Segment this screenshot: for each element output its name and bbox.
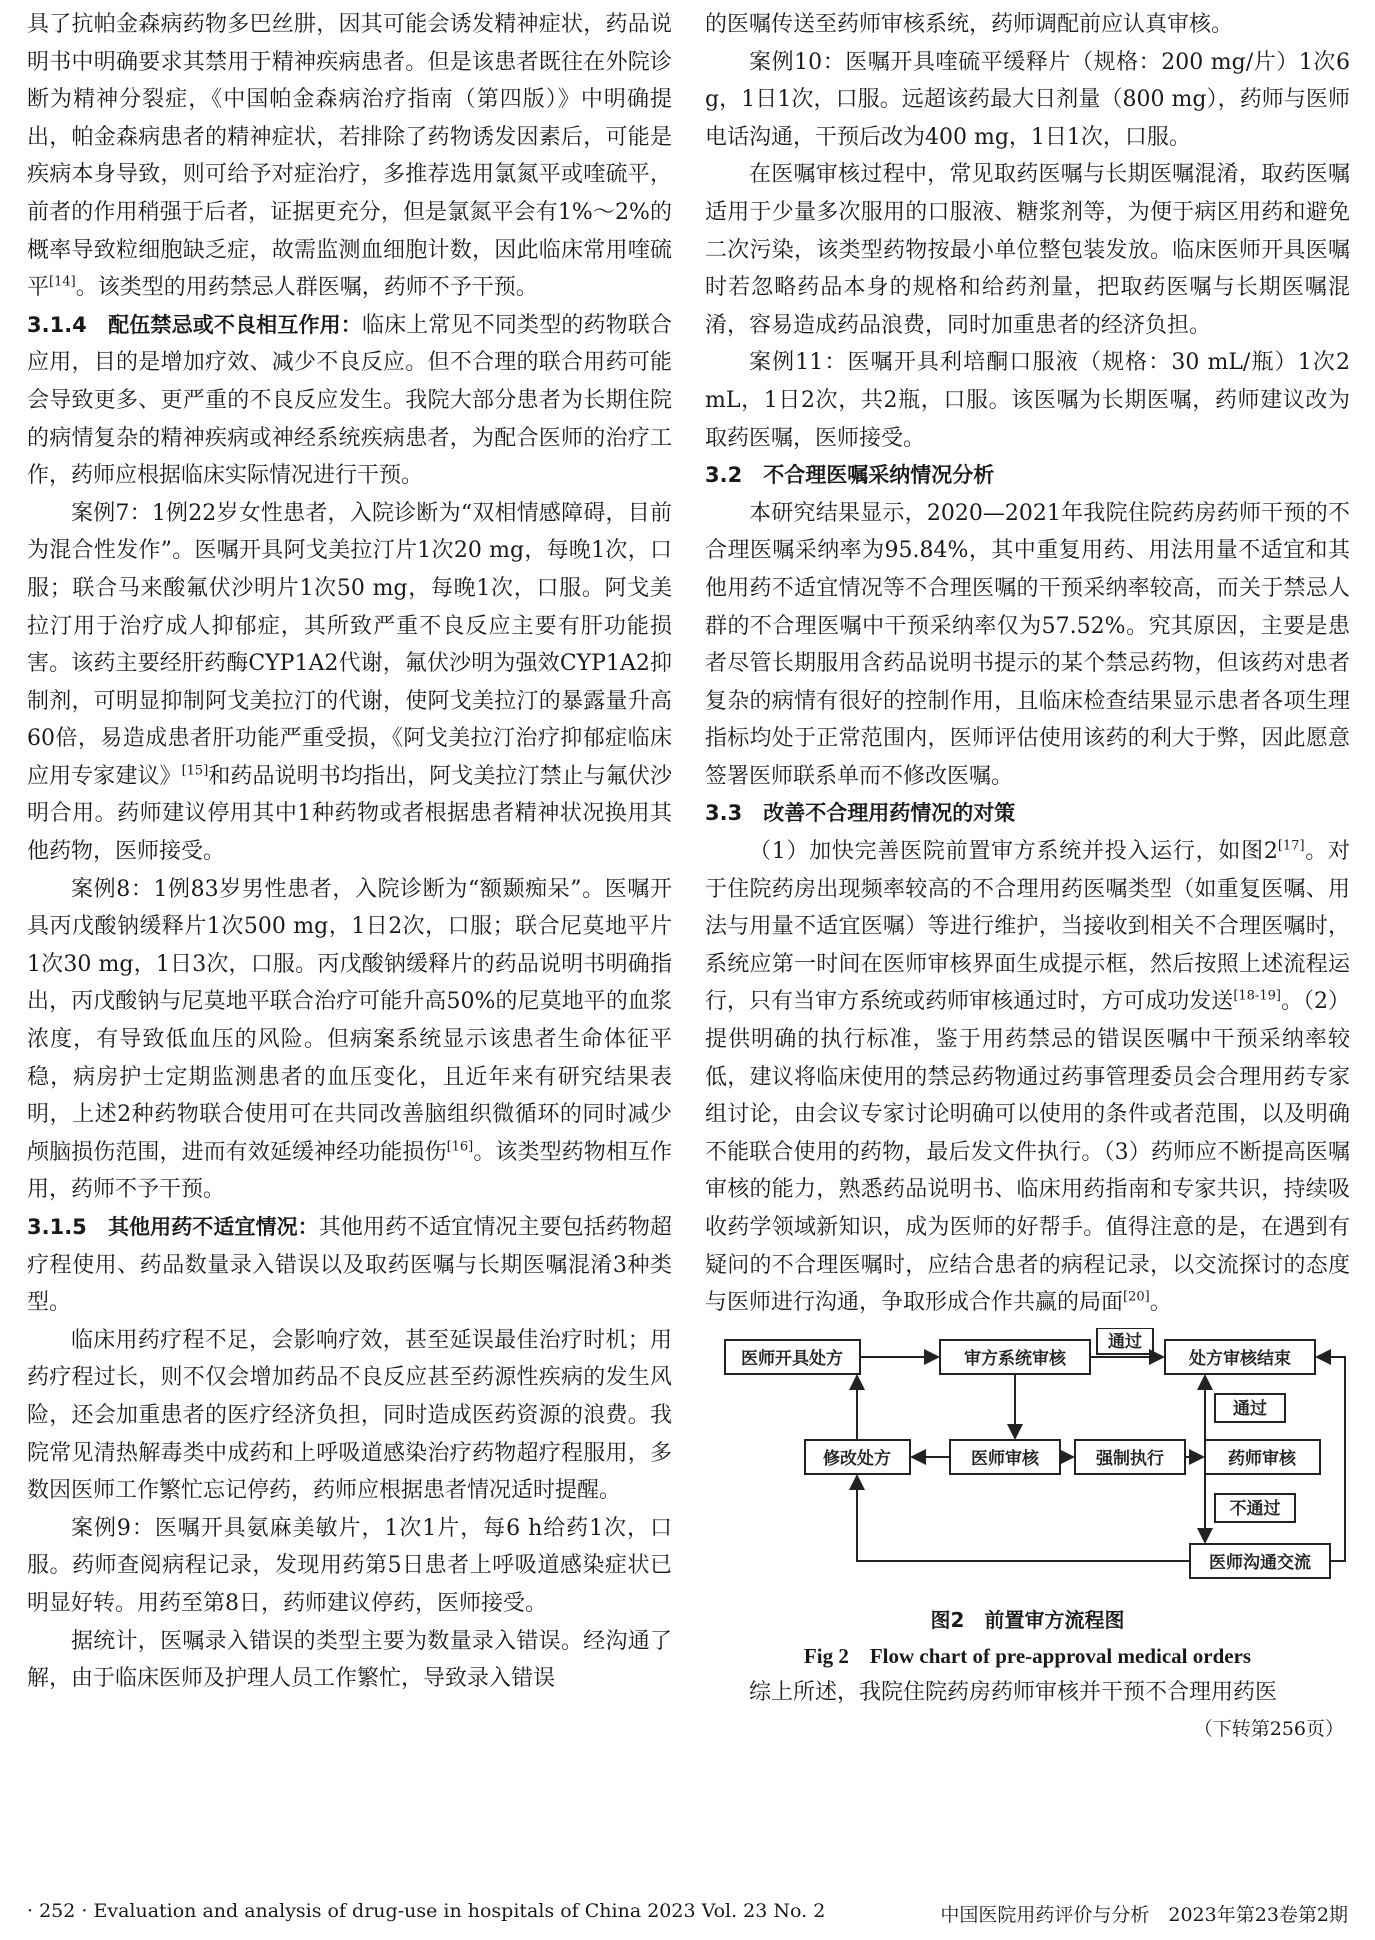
flow-node-label: 修改处方 (823, 1448, 891, 1469)
flow-node-label: 强制执行 (1096, 1448, 1164, 1469)
paragraph: 临床用药疗程不足，会影响疗效，甚至延误最佳治疗时机；用药疗程过长，则不仅会增加药品不良反应甚至药源性疾病的发生风险，还会加重患者的医疗经济负担，同时造成医药资源的浪费。我院常见清热解毒类中成药和上呼吸道感染治疗药物超疗程服用，多数因医师工作繁忙忘记停药，药师应根据患者情况适时提醒。 (27, 1327, 672, 1504)
continued-note: （下转第256页） (1193, 1718, 1344, 1741)
case-7: 案例7：1例22岁女性患者，入院诊断为“双相情感障碍，目前为混合性发作”。医嘱开具阿戈美拉汀片1次20 mg，每晚1次，口服；联合马来酸氟伏沙明片1次50 mg，每晚1次，口服。阿戈美拉汀用于治疗成人抑郁症，其所致严重不良反应主要有肝功能损害。该药主要经肝药酶CYP1A2代谢，氟伏沙明为强效CYP1A2抑制剂，可明显抑制阿戈美拉汀的代谢，使阿戈美拉汀的暴露量升高60倍，易造成患者肝功能严重受损，《阿戈美拉汀治疗抑郁症临床应用专家建议》[15]和药品说明书均指出，阿戈美拉汀禁止与氟伏沙明合用。药师建议停用其中1种药物或者根据患者精神状况换用其他药物，医师接受。 (27, 500, 672, 865)
flow-node-label: 处方审核结束 (1189, 1348, 1291, 1369)
flow-node-label: 药师审核 (1228, 1448, 1296, 1469)
paragraph: 在医嘱审核过程中，常见取药医嘱与长期医嘱混淆，取药医嘱适用于少量多次服用的口服液、糖浆剂等，为便于病区用药和避免二次污染，该类型药物按最小单位整包装发放。临床医师开具医嘱时若忽略药品本身的规格和给药剂量，把取药医嘱与长期医嘱混淆，容易造成药品浪费，同时加重患者的经济负担。 (705, 162, 1350, 338)
footer-left: · 252 · Evaluation and analysis of drug-use in hospitals of China 2023 Vol. 23 No. 2 (27, 1900, 826, 1922)
case-8: 案例8：1例83岁男性患者，入院诊断为“额颞痴呆”。医嘱开具丙戊酸钠缓释片1次500 mg，1日2次，口服；联合尼莫地平片1次30 mg，1日3次，口服。丙戊酸钠缓释片的药品说明书明确指出，丙戊酸钠与尼莫地平联合治疗可能升高50%的尼莫地平的血浆浓度，有导致低血压的风险。但病案系统显示该患者生命体征平稳，病房护士定期监测患者的血压变化，且近年来有研究结果表明，上述2种药物联合使用可在共同改善脑组织微循环的同时减少颅脑损伤范围，进而有效延缓神经功能损伤[16]。该类型药物相互作用，药师不予干预。 (27, 876, 672, 1203)
flow-node-label: 医师沟通交流 (1209, 1552, 1311, 1573)
section-3-1-5: 3.1.5 其他用药不适宜情况：其他用药不适宜情况主要包括药物超疗程使用、药品数量录入错误以及取药医嘱与长期医嘱混淆3种类型。 (27, 1215, 672, 1316)
case-11: 案例11：医嘱开具利培酮口服液（规格：30 mL/瓶）1次2 mL，1日2次，共2瓶，口服。该医嘱为长期医嘱，药师建议改为取药医嘱，医师接受。 (705, 350, 1350, 451)
flow-edge (857, 1476, 1190, 1561)
paragraph: 综上所述，我院住院药房药师审核并干预不合理用药医 (749, 1679, 1278, 1705)
paragraph: 本研究结果显示，2020—2021年我院住院药房药师干预的不合理医嘱采纳率为95.84%，其中重复用药、用法用量不适宜和其他用药不适宜情况等不合理医嘱的干预采纳率较高，而关于禁忌人群的不合理医嘱中干预采纳率仅为57.52%。究其原因，主要是患者尽管长期服用含药品说明书提示的某个禁忌药物，但该药对患者复杂的病情有很好的控制作用，且临床检查结果显示患者各项生理指标均处于正常范围内，医师评估使用该药的利大于弊，因此愿意签署医师联系单而不修改医嘱。 (705, 500, 1350, 789)
flowchart-figure (705, 1328, 1350, 1598)
case-10: 案例10：医嘱开具喹硫平缓释片（规格：200 mg/片）1次6 g，1日1次，口服。远超该药最大日剂量（800 mg），药师与医师电话沟通，干预后改为400 mg，1日1次，口服。 (705, 49, 1350, 150)
paragraph: （1）加快完善医院前置审方系统并投入运行，如图2[17]。对于住院药房出现频率较高的不合理用药医嘱类型（如重复医嘱、用法与用量不适宜医嘱）等进行维护，当接收到相关不合理医嘱时，系统应第一时间在医师审核界面生成提示框，然后按照上述流程运行，只有当审方系统或药师审核通过时，方可成功发送[18-19]。（2）提供明确的执行标准，鉴于用药禁忌的错误医嘱中干预采纳率较低，建议将临床使用的禁忌药物通过药事管理委员会合理用药专家组讨论，由会议专家讨论明确可以使用的条件或者范围，以及明确不能联合使用的药物，最后发文件执行。（3）药师应不断提高医嘱审核的能力，熟悉药品说明书、临床用药指南和专家共识，持续吸收药学领域新知识，成为医师的好帮手。值得注意的是，在遇到有疑问的不合理医嘱时，应结合患者的病程记录，以交流探讨的态度与医师进行沟通，争取形成合作共赢的局面[20]。 (705, 838, 1350, 1316)
page-footer (27, 1900, 1348, 1927)
section-heading-3-2: 3.2 不合理医嘱采纳情况分析 (705, 463, 995, 488)
left-column (27, 6, 672, 1698)
flow-node-label: 医师开具处方 (741, 1348, 843, 1369)
figure-caption-zh: 图2 前置审方流程图 (930, 1607, 1125, 1632)
footer-right: 中国医院用药评价与分析 2023年第23卷第2期 (940, 1904, 1348, 1926)
flow-node-label: 医师审核 (971, 1448, 1039, 1469)
paragraph: 具了抗帕金森病药物多巴丝肼，因其可能会诱发精神症状，药品说明书中明确要求其禁用于精神疾病患者。但是该患者既往在外院诊断为精神分裂症，《中国帕金森病治疗指南（第四版）》中明确提出，帕金森病患者的精神症状，若排除了药物诱发因素后，可能是疾病本身导致，则可给予对症治疗，多推荐选用氯氮平或喹硫平，前者的作用稍强于后者，证据更充分，但是氯氮平会有1%～2%的概率导致粒细胞缺乏症，故需监测血细胞计数，因此临床常用喹硫平[14]。该类型的用药禁忌人群医嘱，药师不予干预。 (27, 12, 672, 301)
flow-edge-label: 不通过 (1229, 1498, 1281, 1519)
flow-edge-label: 通过 (1108, 1331, 1142, 1352)
section-heading-3-3: 3.3 改善不合理用药情况的对策 (705, 801, 1016, 826)
flow-node-label: 审方系统审核 (964, 1348, 1066, 1369)
right-column (705, 6, 1350, 1749)
figure-caption-en: Fig 2 Flow chart of pre-approval medical orders (803, 1643, 1252, 1668)
paragraph: 据统计，医嘱录入错误的类型主要为数量录入错误。经沟通了解，由于临床医师及护理人员工作繁忙，导致录入错误 (27, 1628, 672, 1692)
paragraph: 的医嘱传送至药师审核系统，药师调配前应认真审核。 (705, 12, 1234, 37)
flow-edge-label: 通过 (1233, 1398, 1267, 1419)
section-3-1-4: 3.1.4 配伍禁忌或不良相互作用：临床上常见不同类型的药物联合应用，目的是增加疗效、减少不良反应。但不合理的联合用药可能会导致更多、更严重的不良反应发生。我院大部分患者为长期住院的病情复杂的精神疾病或神经系统疾病患者，为配合医师的治疗工作，药师应根据临床实际情况进行干预。 (27, 312, 672, 489)
flow-edge (1317, 1357, 1345, 1561)
case-9: 案例9：医嘱开具氨麻美敏片，1次1片，每6 h给药1次，口服。药师查阅病程记录，发现用药第5日患者上呼吸道感染症状已明显好转。用药至第8日，药师建议停药，医师接受。 (27, 1515, 672, 1616)
